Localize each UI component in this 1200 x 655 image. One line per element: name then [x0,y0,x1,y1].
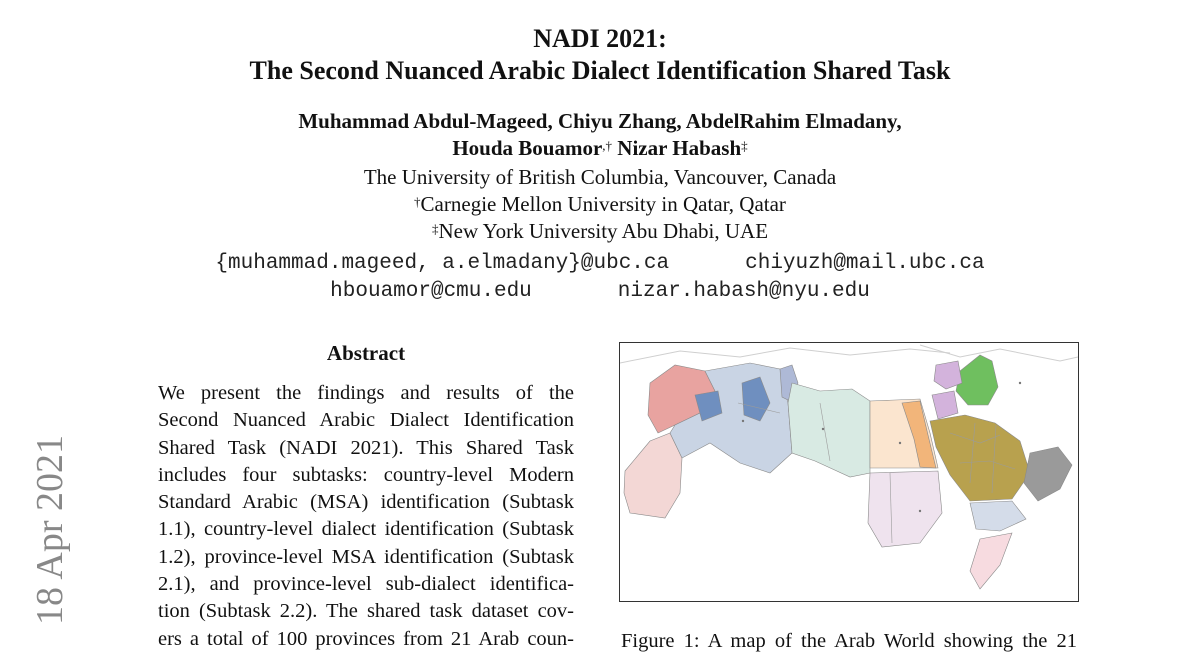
abstract-line: 1.1), country-level dialect identification (Subtask [158,518,574,541]
email-nizar[interactable]: nizar.habash@nyu.edu [617,280,870,303]
arxiv-date-stamp: 18 Apr 2021 [29,435,71,625]
abstract-heading: Abstract [326,341,406,365]
abstract-line: Second Nuanced Arabic Dialect Identification [158,409,574,432]
abstract-line: We present the findings and results of the [158,382,574,404]
affiliation-nyuad [0,218,1200,245]
email-chiyuzh[interactable]: chiyuzh@mail.ubc.ca [745,252,985,275]
abstract-line: Shared Task (NADI 2021). This Shared Task [158,436,574,459]
affiliation-cmu [0,191,1200,218]
abstract-line: includes four subtasks: country-level Modern [158,463,574,486]
authors-line-1: Muhammad Abdul-Mageed, Chiyu Zhang, AbdelRahim Elmadany, [298,109,902,133]
emails-line-2 [0,278,1200,306]
affiliation-ubc: The University of British Columbia, Vancouver, Canada [363,165,837,189]
affiliations [0,164,1200,245]
arab-world-map-image [620,343,1078,601]
author-nizar-habash: Nizar Habash [617,136,742,160]
abstract-body [158,380,574,653]
figure-arab-world-map [619,342,1079,602]
affiliation-mark: ‡ [431,221,439,236]
email-hbouamor[interactable]: hbouamor@cmu.edu [330,280,532,303]
author-mark-dagger: ,† [602,138,613,153]
paper-title [0,23,1200,87]
email-ubc-group[interactable]: {muhammad.mageed, a.elmadany}@ubc.ca [215,252,670,275]
abstract-line: 2.1), and province-level sub-dialect identifica- [158,573,574,596]
author-list [0,108,1200,162]
affiliation-mark: † [414,194,421,209]
affiliation-cmu-text: Carnegie Mellon University in Qatar, Qatar [420,192,786,216]
emails-line-1 [0,250,1200,278]
abstract-line: 1.2), province-level MSA identification (Subtask [158,545,574,568]
abstract-line: Standard Arabic (MSA) identification (Subtask [158,491,574,514]
title-line-1: NADI 2021: [533,24,667,53]
title-line-2: The Second Nuanced Arabic Dialect Identification Shared Task [249,56,951,85]
authors-line-2 [0,135,1200,162]
author-mark-double-dagger: ‡ [741,138,748,153]
affiliation-nyuad-text: New York University Abu Dhabi, UAE [438,219,769,243]
abstract-line: tion (Subtask 2.2). The shared task dataset cov- [158,600,574,623]
author-houda-bouamor: Houda Bouamor [452,136,603,160]
abstract-line: ers a total of 100 provinces from 21 Arab coun- [158,627,574,650]
figure-caption: Figure 1: A map of the Arab World showing the 21 [621,630,1077,652]
